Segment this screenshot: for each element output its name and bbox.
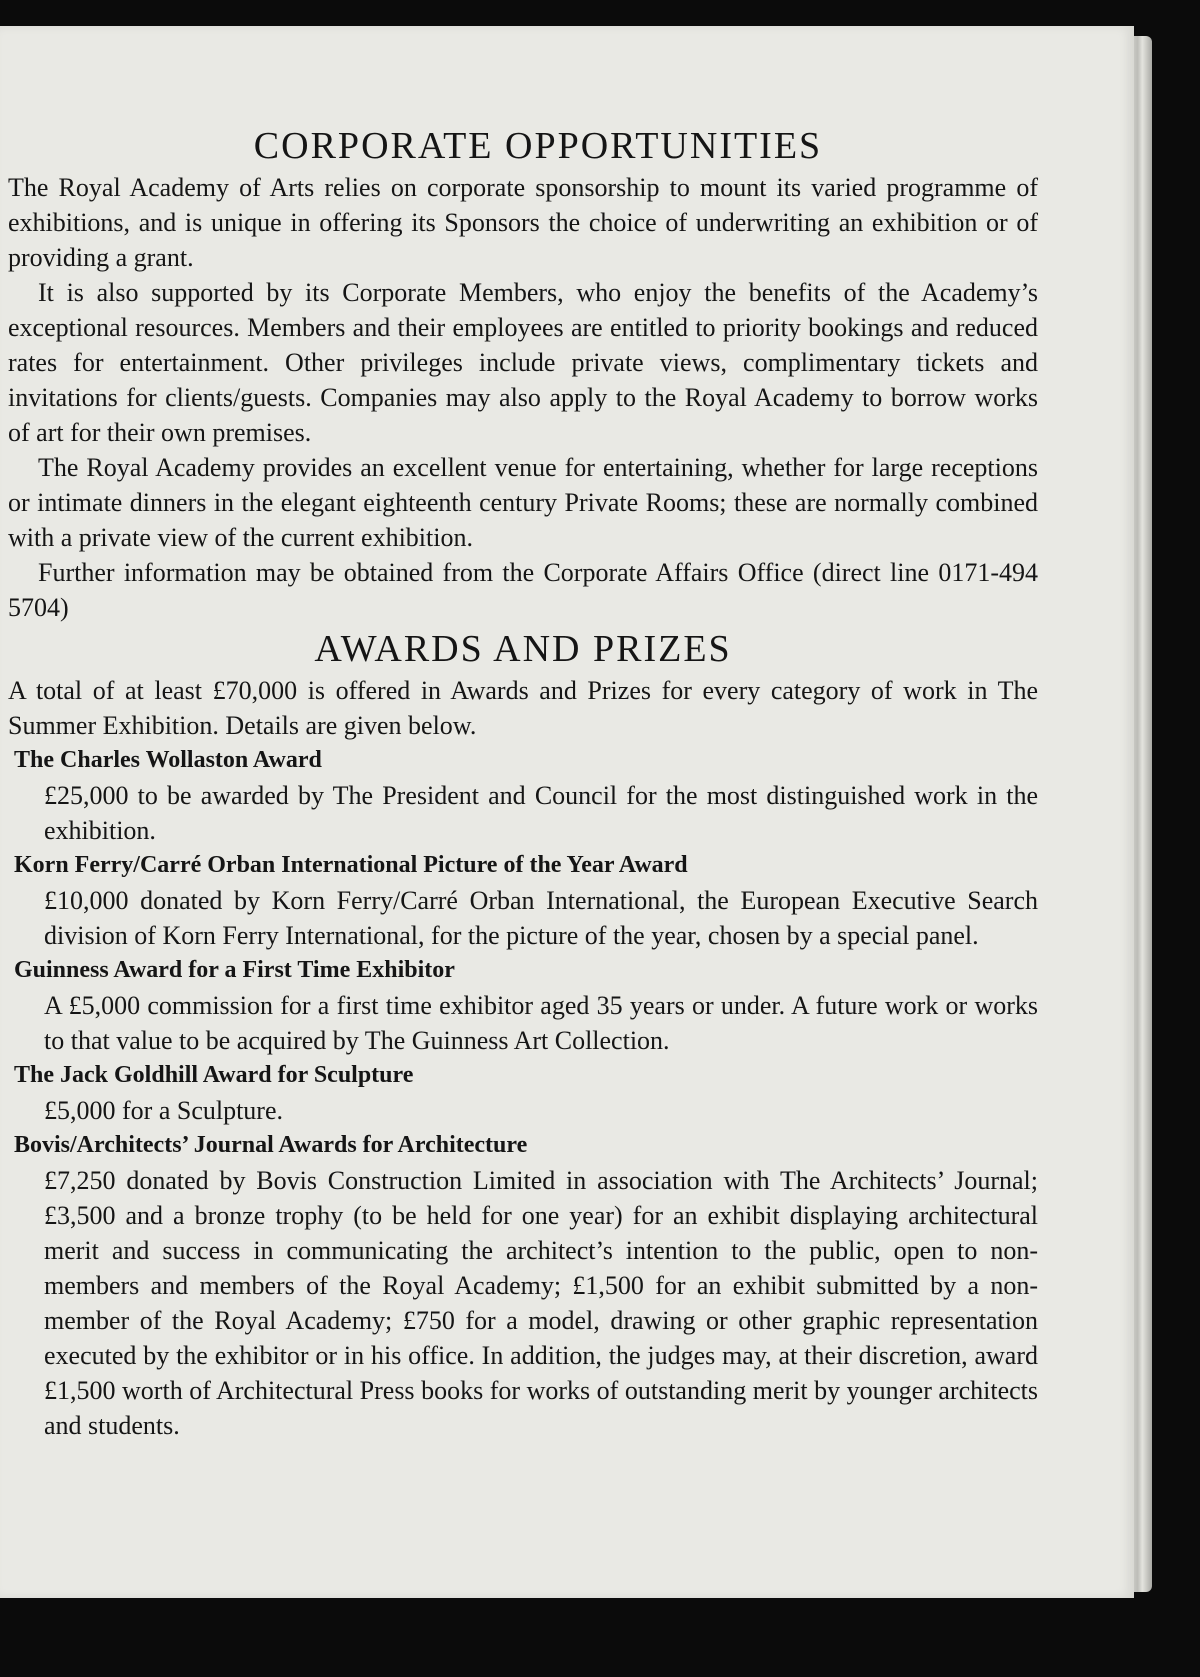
award-name: Guinness Award for a First Time Exhibitor — [14, 957, 455, 983]
awards-heading: AWARDS AND PRIZES — [314, 628, 732, 670]
award-item — [8, 953, 1038, 1058]
award-name: The Jack Goldhill Award for Sculpture — [14, 1062, 414, 1088]
award-description: £5,000 for a Sculpture. — [44, 1096, 284, 1125]
corporate-heading: CORPORATE OPPORTUNITIES — [253, 125, 823, 167]
award-item — [8, 1058, 1038, 1128]
document-page — [0, 26, 1134, 1598]
awards-intro: A total of at least £70,000 is offered in Awards and Prizes for every category of work in The Summer Exhibition. Details are given below. — [8, 676, 1038, 740]
award-name: The Charles Wollaston Award — [14, 747, 322, 773]
award-description: £7,250 donated by Bovis Construction Limited in association with The Architects’ Journal; £3,500 and a bronze trophy (to be held for one year) for an exhibit displaying architectural merit and success in communicating the architect’s intention to the public, open to non-members and members of the Royal Academy; £1,500 for an exhibit submitted by a non-member of the Royal Academy; £750 for a model, drawing or other graphic representation executed by the exhibitor or in his office. In addition, the judges may, at their discretion, award £1,500 worth of Architectural Press books for works of outstanding merit by younger architects and students. — [44, 1166, 1038, 1440]
award-item — [8, 1128, 1038, 1443]
award-name: Korn Ferry/Carré Orban International Picture of the Year Award — [14, 852, 688, 878]
award-description: £10,000 donated by Korn Ferry/Carré Orban International, the European Executive Search division of Korn Ferry International, for the picture of the year, chosen by a special panel. — [44, 886, 1038, 950]
awards-section — [8, 625, 1038, 1443]
award-item — [8, 848, 1038, 953]
corporate-paragraph: The Royal Academy of Arts relies on corporate sponsorship to mount its varied programme of exhibitions, and is unique in offering its Sponsors the choice of underwriting an exhibition or of providing a grant. — [8, 173, 1038, 272]
page-content — [8, 122, 1038, 1443]
corporate-section — [8, 122, 1038, 625]
corporate-paragraph: Further information may be obtained from the Corporate Affairs Office (direct line 0171-494 5704) — [8, 558, 1038, 622]
award-item — [8, 743, 1038, 848]
corporate-paragraph: The Royal Academy provides an excellent venue for entertaining, whether for large receptions or intimate dinners in the elegant eighteenth century Private Rooms; these are normally combined with a private view of the current exhibition. — [8, 453, 1038, 552]
award-name: Bovis/Architects’ Journal Awards for Architecture — [14, 1132, 528, 1158]
award-description: A £5,000 commission for a first time exhibitor aged 35 years or under. A future work or works to that value to be acquired by The Guinness Art Collection. — [44, 991, 1038, 1055]
corporate-paragraph: It is also supported by its Corporate Members, who enjoy the benefits of the Academy’s exceptional resources. Members and their employees are entitled to priority bookings and reduced rates for entertainment. Other privileges include private views, complimentary tickets and invitations for clients/guests. Companies may also apply to the Royal Academy to borrow works of art for their own premises. — [8, 278, 1038, 447]
award-description: £25,000 to be awarded by The President and Council for the most distinguished work in the exhibition. — [44, 781, 1038, 845]
